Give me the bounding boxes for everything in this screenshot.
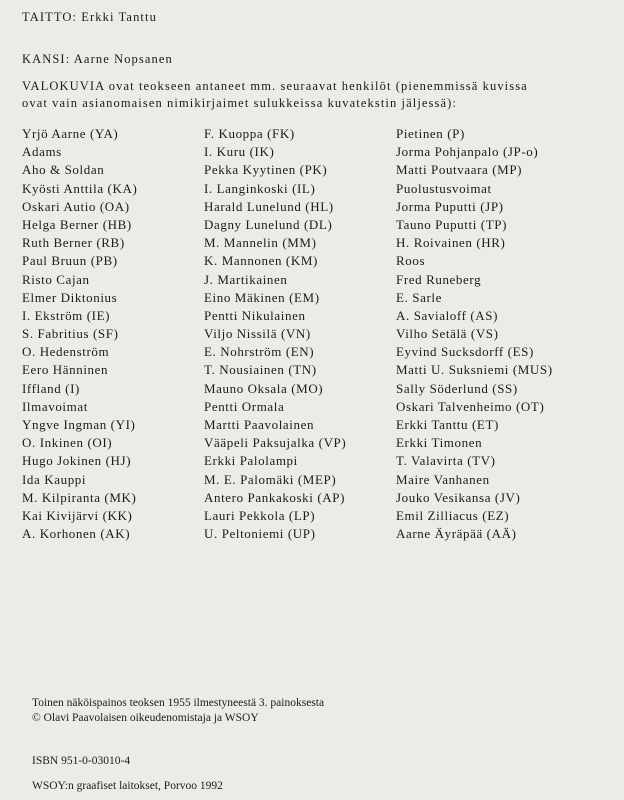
photographer-entry: Fred Runeberg (396, 271, 482, 287)
photographer-entry: Ilmavoimat (22, 398, 88, 414)
photographer-column-1 (22, 125, 137, 543)
photographer-entry: Mauno Oksala (MO) (204, 380, 324, 396)
photographer-entry: Matti U. Suksniemi (MUS) (396, 362, 553, 378)
photographer-entry: Vilho Setälä (VS) (396, 326, 499, 342)
photographer-entry: Matti Poutvaara (MP) (396, 162, 523, 178)
photographer-entry: M. Mannelin (MM) (204, 235, 317, 251)
photographer-entry: Pentti Nikulainen (204, 307, 306, 323)
photographer-entry: Yngve Ingman (YI) (22, 417, 136, 432)
photographer-entry: Harald Lunelund (HL) (204, 198, 334, 214)
photographer-entry: Erkki Palolampi (204, 453, 298, 469)
photographer-entry: Vääpeli Paksujalka (VP) (204, 435, 347, 451)
photographer-entry: Kyösti Anttila (KA) (22, 180, 138, 196)
photographer-entry: Ida Kauppi (22, 471, 87, 487)
photographer-entry: S. Fabritius (SF) (22, 326, 119, 342)
photographer-entry: Helga Berner (HB) (22, 216, 132, 232)
photographer-entry: H. Roivainen (HR) (396, 235, 506, 251)
photographer-entry: Lauri Pekkola (LP) (204, 507, 316, 523)
photographer-entry: M. Kilpiranta (MK) (22, 489, 137, 505)
photographer-entry: Erkki Tanttu (ET) (396, 417, 499, 432)
photographer-column-3 (396, 125, 553, 543)
photographer-entry: Adams (22, 144, 62, 160)
photographer-entry: Martti Paavolainen (204, 417, 315, 432)
photographer-entry: Elmer Diktonius (22, 289, 118, 305)
photographer-entry: J. Martikainen (204, 271, 288, 287)
photographer-entry: U. Peltoniemi (UP) (204, 526, 316, 542)
printer-note: WSOY:n graafiset laitokset, Porvoo 1992 (32, 780, 223, 792)
photo-credits-intro-line1: VALOKUVIA ovat teokseen antaneet mm. seuraavat henkilöt (pienemmissä kuvissa (22, 79, 528, 93)
photographer-entry: Pentti Ormala (204, 398, 285, 414)
photographer-entry: Tauno Puputti (TP) (396, 216, 507, 232)
photographer-entry: Maire Vanhanen (396, 471, 490, 487)
cover-credit: KANSI: Aarne Nopsanen (22, 52, 173, 66)
photographer-entry: Paul Bruun (PB) (22, 253, 118, 269)
photographer-entry: A. Savialoff (AS) (396, 307, 499, 323)
photographer-entry: F. Kuoppa (FK) (204, 126, 295, 141)
photographer-entry: Hugo Jokinen (HJ) (22, 453, 132, 469)
photographer-entry: A. Korhonen (AK) (22, 526, 131, 542)
photographer-entry: T. Nousiainen (TN) (204, 362, 317, 378)
photographer-entry: E. Nohrström (EN) (204, 344, 315, 360)
copyright-note: © Olavi Paavolaisen oikeudenomistaja ja WSOY (32, 712, 259, 724)
photographer-entry: T. Valavirta (TV) (396, 453, 496, 469)
photographer-entry: Jorma Pohjanpalo (JP-o) (396, 144, 539, 160)
photographer-entry: Yrjö Aarne (YA) (22, 126, 119, 141)
photographer-list (0, 125, 624, 605)
photographer-entry: O. Hedenström (22, 344, 110, 360)
photographer-entry: Oskari Autio (OA) (22, 198, 130, 214)
photographer-entry: Dagny Lunelund (DL) (204, 216, 333, 232)
photographer-entry: I. Langinkoski (IL) (204, 180, 316, 196)
photographer-entry: E. Sarle (396, 289, 442, 305)
photographer-entry: Jorma Puputti (JP) (396, 198, 504, 214)
photographer-entry: Iffland (I) (22, 380, 80, 396)
layout-credit: TAITTO: Erkki Tanttu (22, 10, 157, 24)
edition-note: Toinen näköispainos teoksen 1955 ilmestyneestä 3. painoksesta (32, 697, 325, 709)
photographer-entry: Roos (396, 253, 426, 269)
photographer-entry: Antero Pankakoski (AP) (204, 489, 346, 505)
photographer-entry: Sally Söderlund (SS) (396, 380, 518, 396)
photographer-entry: Eero Hänninen (22, 362, 109, 378)
photographer-entry: Aarne Äyräpää (AÄ) (396, 526, 517, 542)
photographer-entry: O. Inkinen (OI) (22, 435, 113, 451)
photographer-entry: Eino Mäkinen (EM) (204, 289, 320, 305)
photographer-entry: Oskari Talvenheimo (OT) (396, 398, 545, 414)
photographer-entry: Viljo Nissilä (VN) (204, 326, 311, 342)
photographer-entry: Puolustusvoimat (396, 180, 492, 196)
photographer-entry: M. E. Palomäki (MEP) (204, 471, 337, 487)
photographer-entry: I. Kuru (IK) (204, 144, 275, 160)
photographer-entry: Eyvind Sucksdorff (ES) (396, 344, 534, 360)
photographer-entry: I. Ekström (IE) (22, 307, 111, 323)
photographer-entry: Erkki Timonen (396, 435, 483, 451)
photo-credits-intro-line2: ovat vain asianomaisen nimikirjaimet sulukkeissa kuvatekstin jäljessä): (22, 96, 457, 110)
photographer-entry: Emil Zilliacus (EZ) (396, 507, 510, 523)
isbn: ISBN 951-0-03010-4 (32, 755, 131, 767)
photographer-entry: Risto Cajan (22, 271, 90, 287)
photographer-column-2 (204, 125, 346, 543)
photographer-entry: Pietinen (P) (396, 126, 465, 141)
photographer-entry: K. Mannonen (KM) (204, 253, 318, 269)
photographer-entry: Pekka Kyytinen (PK) (204, 162, 328, 178)
photographer-entry: Aho & Soldan (22, 162, 105, 178)
colophon (32, 696, 592, 726)
photographer-entry: Ruth Berner (RB) (22, 235, 125, 251)
photographer-entry: Jouko Vesikansa (JV) (396, 489, 521, 505)
photographer-entry: Kai Kivijärvi (KK) (22, 507, 133, 523)
